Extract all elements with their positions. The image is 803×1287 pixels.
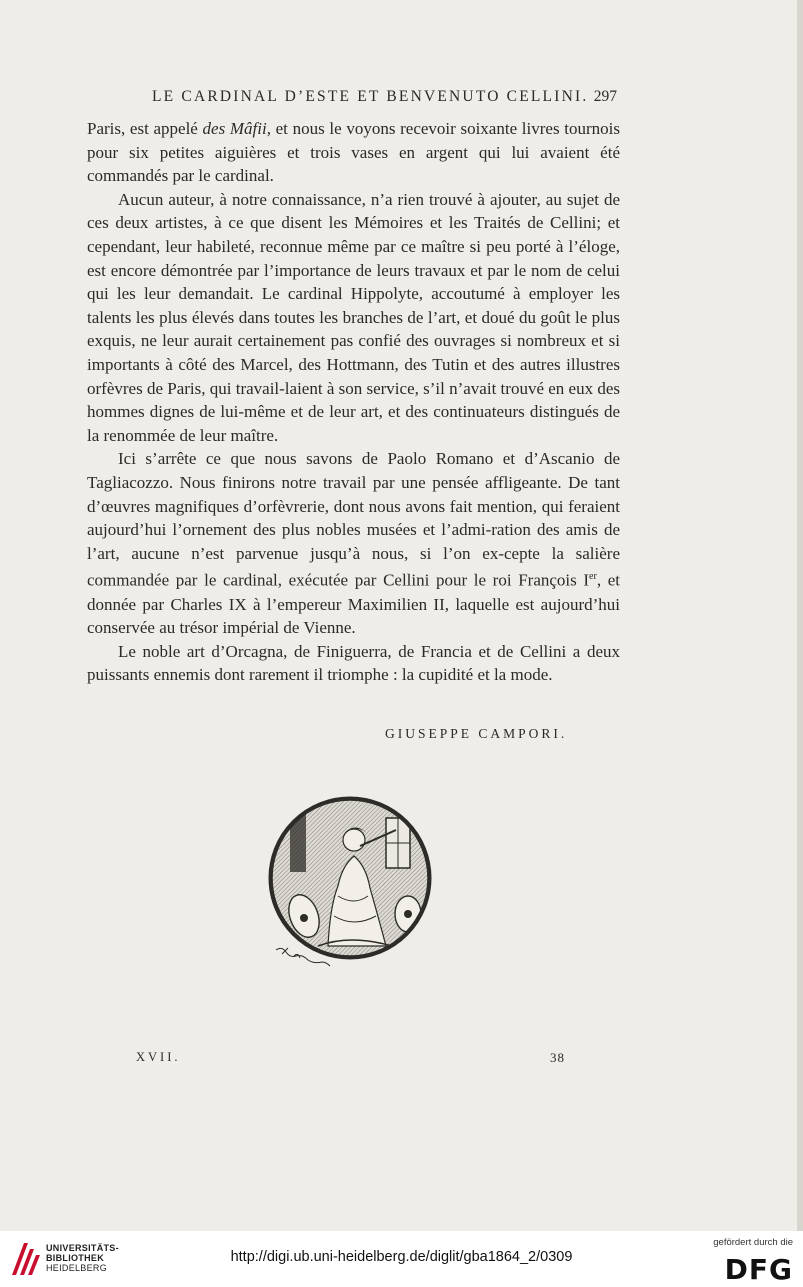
paragraph-3-start: Ici s’arrête ce que nous savons de Paolo Romano et d’Ascanio de Tagliacozzo. Nous finirons notre travail par une pensée affligeante. De tant d’œuvres magnifiques d’orfèvrerie, dont nous avons fait mention, qui feraient aujourd’hui l’ornement des plus nobles musées et l’admi-ration des amis de l’art, aucune n’est parvenue jusqu’à nous, si l’on ex-cepte la salière commandée par le cardinal, exécutée par Cellini pour le roi François I [87,449,620,590]
signature-mark: XVII. [136,1050,181,1064]
library-name-line-1: UNIVERSITÄTS- [46,1243,119,1253]
author-signature: GIUSEPPE CAMPORI. [385,726,568,741]
paragraph-4: Le noble art d’Orcagna, de Finiguerra, de Francia et de Cellini a deux puissants ennemis dont rarement il triomphe : la cupidité et la mode. [87,641,620,685]
permalink-url[interactable]: http://digi.ub.uni-heidelberg.de/diglit/gba1864_2/0309 [230,1249,573,1265]
running-head-title: LE CARDINAL D’ESTE ET BENVENUTO CELLINI. [152,88,589,105]
medallion-woman-playing-flute-icon [268,796,432,960]
body-text [87,117,620,687]
viewer-footer-bar [0,1231,803,1287]
paragraph-2: Aucun auteur, à notre connaissance, n’a rien trouvé à ajouter, au sujet de ces deux artistes, à ce que disent les Mémoires et les Traités de Cellini; et cependant, leur habileté, reconnue même par ce maître si peu porté à l’éloge, est encore démontrée par l’importance de leurs travaux et par le nom de celui qui les leur demandait. Le cardinal Hippolyte, accoutumé à employer les talents les plus élevés dans toutes les branches de l’art, et doué du goût le plus exquis, ne leur aurait certainement pas confié des ouvrages si nombreux et si importants à côté des Marcel, des Hottmann, des Tutin et des autres illustres orfèvres de Paris, qui travail-laient à son service, s’il n’avait trouvé en eux des hommes dignes de lui-même et de leur art, et des continuateurs distingués de la renommée de leur maître. [87,189,620,445]
funding-caption: gefördert durch die [713,1237,793,1248]
running-head [88,88,617,106]
paragraph-1 [87,117,620,188]
artist-signature-mark [272,942,332,970]
paragraph-1-start: Paris, est appelé [87,119,203,138]
superscript: er [589,571,597,583]
dfg-logo[interactable]: DFG [724,1253,793,1286]
page-number: 297 [593,88,617,105]
paragraph-1-end: et nous le voyons recevoir soixante livres tournois pour six petites aiguières et trois vases en argent qui lui avaient été commandés par le cardinal. [87,119,620,186]
sheet-number: 38 [550,1050,565,1065]
library-name-line-3: HEIDELBERG [46,1263,108,1273]
paragraph-3 [87,447,620,639]
library-name-line-2: BIBLIOTHEK [46,1253,104,1263]
paragraph-3-end: , et donnée par Charles IX à l’empereur Maximilien II, laquelle est aujourd’hui conservée au trésor impérial de Vienne. [87,570,620,638]
italic-term: des Mâfii, [202,119,271,138]
